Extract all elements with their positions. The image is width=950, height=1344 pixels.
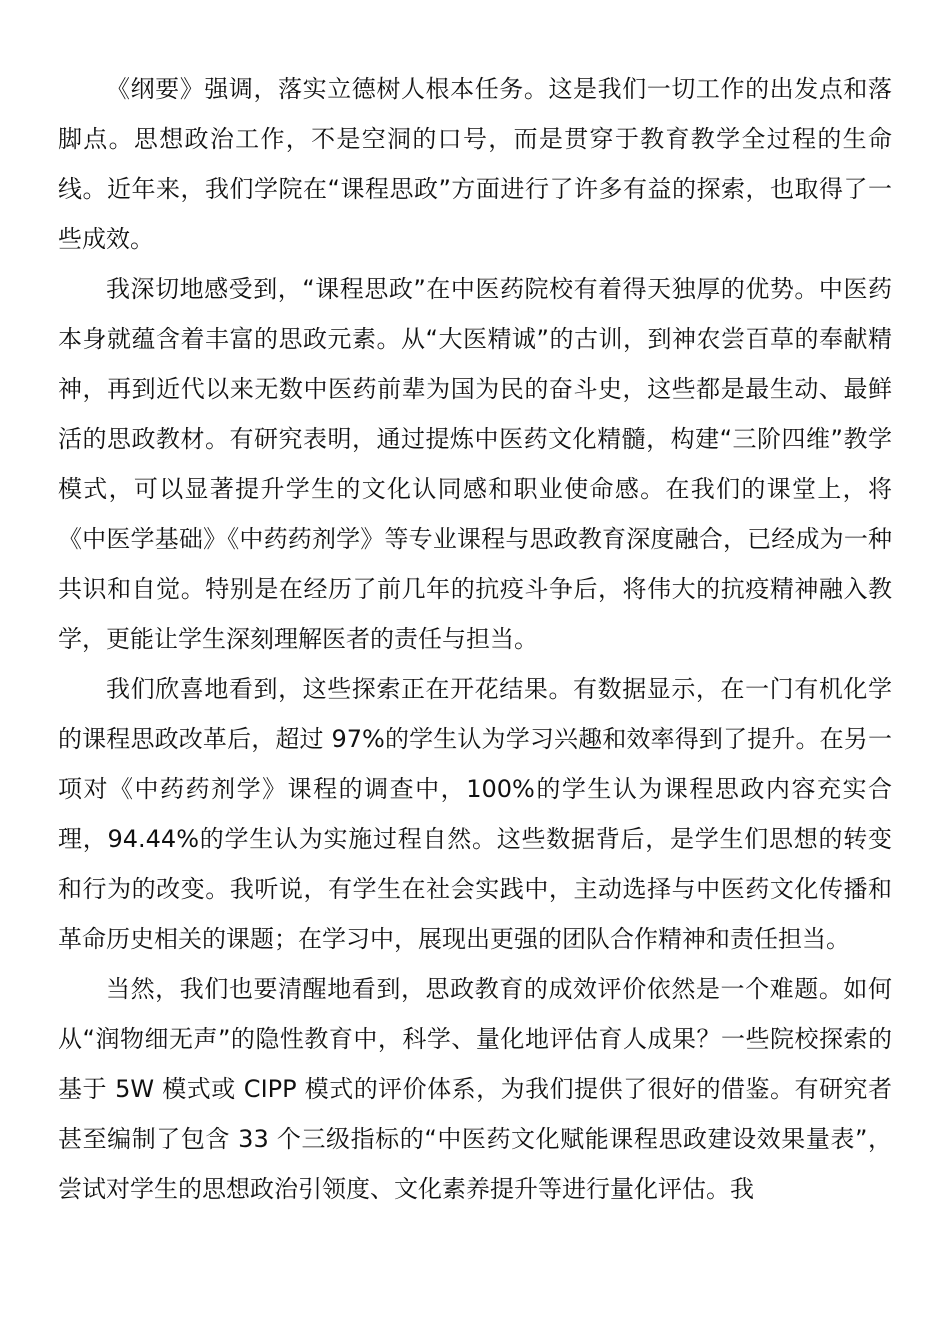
paragraph-4: 当然，我们也要清醒地看到，思政教育的成效评价依然是一个难题。如何从“润物细无声”的隐性教育中，科学、量化地评估育人成果？一些院校探索的基于 5W 模式或 CIPP 模式的评价体系，为我们提供了很好的借鉴。有研究者甚至编制了包含 33 个三级指标的“中医药文化赋能课程思政建设效果量表”，尝试对学生的思想政治引领度、文化素养提升等进行量化评估。我 xyxy=(58,975,892,1203)
paragraph-1: 《纲要》强调，落实立德树人根本任务。这是我们一切工作的出发点和落脚点。思想政治工作，不是空洞的口号，而是贯穿于教育教学全过程的生命线。近年来，我们学院在“课程思政”方面进行了许多有益的探索，也取得了一些成效。 xyxy=(58,75,892,253)
document-page xyxy=(58,64,892,1214)
paragraph-3: 我们欣喜地看到，这些探索正在开花结果。有数据显示，在一门有机化学的课程思政改革后，超过 97%的学生认为学习兴趣和效率得到了提升。在另一项对《中药药剂学》课程的调查中，100%的学生认为课程思政内容充实合理，94.44%的学生认为实施过程自然。这些数据背后，是学生们思想的转变和行为的改变。我听说，有学生在社会实践中，主动选择与中医药文化传播和革命历史相关的课题；在学习中，展现出更强的团队合作精神和责任担当。 xyxy=(58,675,892,953)
paragraph-2: 我深切地感受到，“课程思政”在中医药院校有着得天独厚的优势。中医药本身就蕴含着丰富的思政元素。从“大医精诚”的古训，到神农尝百草的奉献精神，再到近代以来无数中医药前辈为国为民的奋斗史，这些都是最生动、最鲜活的思政教材。有研究表明，通过提炼中医药文化精髓，构建“三阶四维”教学模式，可以显著提升学生的文化认同感和职业使命感。在我们的课堂上，将《中医学基础》《中药药剂学》等专业课程与思政教育深度融合，已经成为一种共识和自觉。特别是在经历了前几年的抗疫斗争后，将伟大的抗疫精神融入教学，更能让学生深刻理解医者的责任与担当。 xyxy=(58,275,892,653)
